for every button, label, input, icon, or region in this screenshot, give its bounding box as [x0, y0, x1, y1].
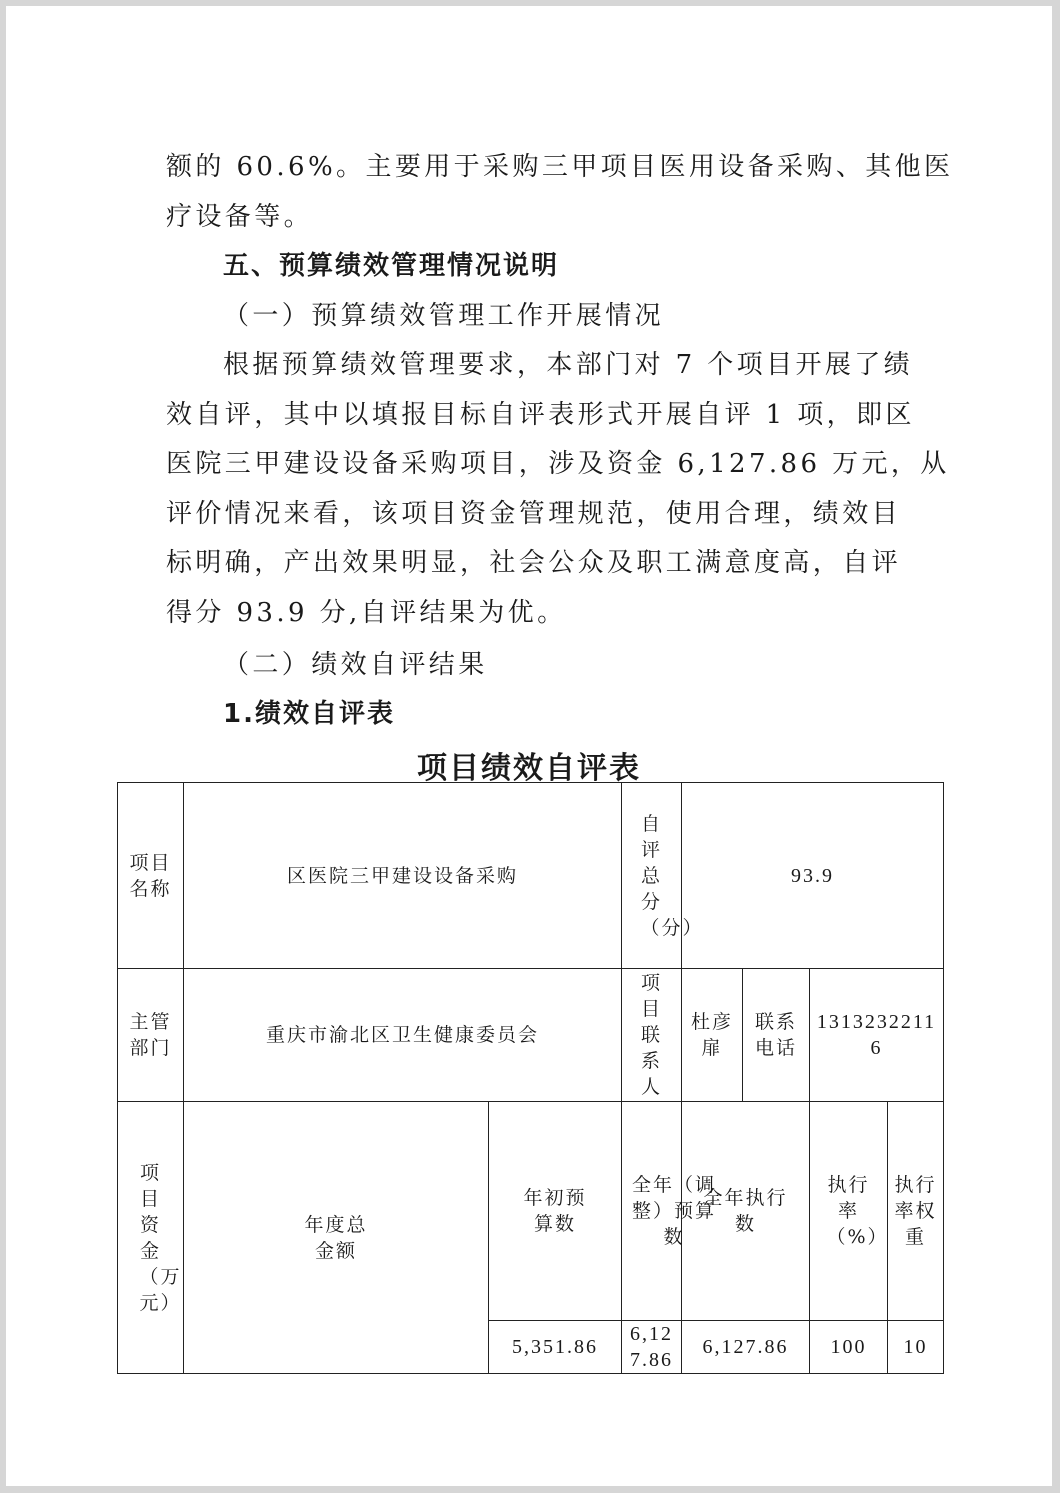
text-line: 标明确，产出效果明显，社会公众及职工满意度高，自评: [166, 548, 902, 578]
label-contact: 项目联系人: [622, 969, 682, 1102]
text-line: 评价情况来看，该项目资金管理规范，使用合理，绩效目: [166, 498, 902, 529]
paragraph-continuation: [166, 143, 953, 242]
header-adjusted-budget-text: 全年（调整）预算数: [631, 1174, 716, 1248]
header-initial-budget: [489, 1102, 622, 1321]
table-title: 项目绩效自评表: [417, 751, 641, 786]
execution-rate-value: 100: [810, 1321, 888, 1374]
label-department: 主管部门: [118, 969, 184, 1102]
section-heading-5: 五、预算绩效管理情况说明: [223, 251, 560, 281]
text-line: 医院三甲建设设备采购项目，涉及资金 6,127.86 万元，从: [166, 449, 950, 479]
executed-value: 6,127.86: [682, 1321, 810, 1374]
text-line: 得分 93.9 分,自评结果为优。: [166, 597, 567, 628]
header-total-amount: [184, 1102, 489, 1374]
subsection-heading-1: （一）预算绩效管理工作开展情况: [223, 301, 665, 331]
rate-weight-value: 10: [888, 1321, 944, 1374]
text-line: 额的 60.6%。主要用于采购三甲项目医用设备采购、其他医: [166, 152, 954, 182]
project-name-value: 区医院三甲建设设备采购: [184, 783, 622, 969]
header-execution-rate-text: 执行率（%）: [826, 1174, 889, 1248]
department-value: 重庆市渝北区卫生健康委员会: [184, 969, 622, 1102]
document-page: [6, 6, 1052, 1486]
text-line: 根据预算绩效管理要求，本部门对 7 个项目开展了绩: [223, 350, 914, 380]
header-executed-text: 全年执行数: [703, 1187, 788, 1235]
header-adjusted-budget: [622, 1102, 716, 1321]
self-evaluation-table: [117, 782, 944, 1374]
total-score-value: 93.9: [682, 783, 944, 969]
initial-budget-value: 5,351.86: [489, 1321, 622, 1374]
text-line: 效自评，其中以填报目标自评表形式开展自评 1 项，即区: [166, 399, 915, 430]
label-project-name: 项目名称: [118, 783, 184, 969]
header-rate-weight-text: 执行率权重: [894, 1174, 937, 1248]
table-row: [118, 969, 944, 1102]
table-row: [118, 1102, 944, 1321]
label-total-score: 自评总分（分）: [622, 783, 682, 969]
header-rate-weight: [888, 1102, 944, 1321]
table-row: [118, 783, 944, 969]
text-line: 疗设备等。: [166, 201, 314, 232]
label-phone: 联系电话: [743, 969, 810, 1102]
paragraph-performance: [166, 341, 950, 638]
header-execution-rate: [810, 1102, 888, 1321]
table-heading: 1.绩效自评表: [223, 699, 395, 729]
phone-value: 13132322116: [810, 969, 944, 1102]
header-initial-budget-text: 年初预算数: [523, 1187, 587, 1235]
label-project-funds-text: 项目资金（万元）: [139, 1161, 182, 1314]
header-total-amount-text: 年度总金额: [304, 1213, 368, 1262]
subsection-heading-2: （二）绩效自评结果: [223, 650, 488, 680]
label-project-funds: [118, 1102, 184, 1374]
contact-value: 杜彦扉: [682, 969, 743, 1102]
adjusted-budget-value: 6,127.86: [622, 1321, 682, 1374]
